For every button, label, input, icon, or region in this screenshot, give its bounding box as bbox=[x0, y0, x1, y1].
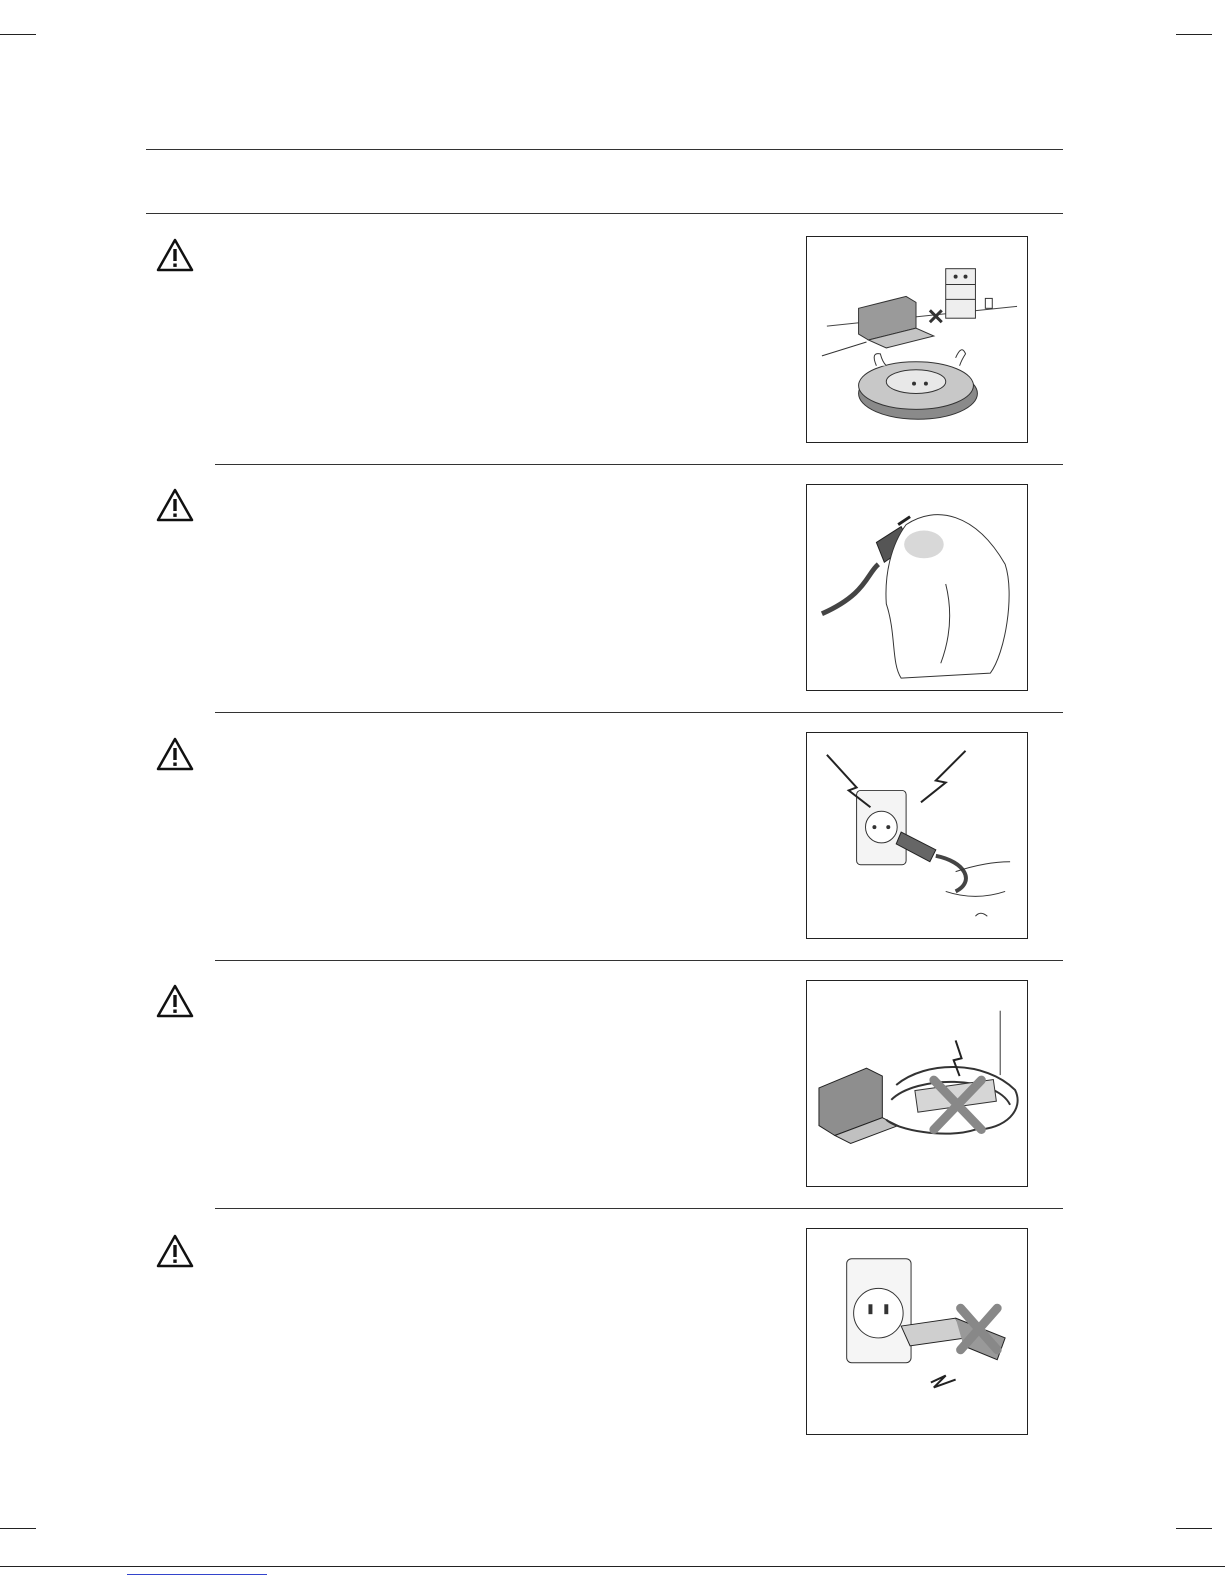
header-rule-top bbox=[146, 149, 1063, 150]
warning-triangle-icon bbox=[155, 983, 195, 1019]
illustration-overloaded-power-strip bbox=[806, 980, 1028, 1187]
illustration-wiping-plug bbox=[806, 484, 1028, 691]
warning-triangle-icon bbox=[155, 736, 195, 772]
header-rule-bottom bbox=[146, 213, 1063, 214]
crop-mark-top-right bbox=[1176, 34, 1212, 35]
crop-mark-bottom-right bbox=[1176, 1528, 1212, 1529]
warning-triangle-icon bbox=[155, 1233, 195, 1269]
warning-triangle-icon bbox=[155, 487, 195, 523]
section-divider bbox=[215, 464, 1063, 465]
section-divider bbox=[215, 1208, 1063, 1209]
section-divider bbox=[215, 960, 1063, 961]
crop-mark-bottom-left bbox=[0, 1528, 36, 1529]
page-bottom-rule bbox=[0, 1566, 1225, 1567]
crop-mark-top-left bbox=[0, 34, 36, 35]
section-divider bbox=[215, 712, 1063, 713]
illustration-damaged-plug bbox=[806, 1228, 1028, 1435]
illustration-charging-station-robot bbox=[806, 236, 1028, 443]
footer-link-underline[interactable] bbox=[127, 1574, 267, 1575]
warning-triangle-icon bbox=[155, 237, 195, 273]
illustration-sparking-outlet bbox=[806, 732, 1028, 939]
